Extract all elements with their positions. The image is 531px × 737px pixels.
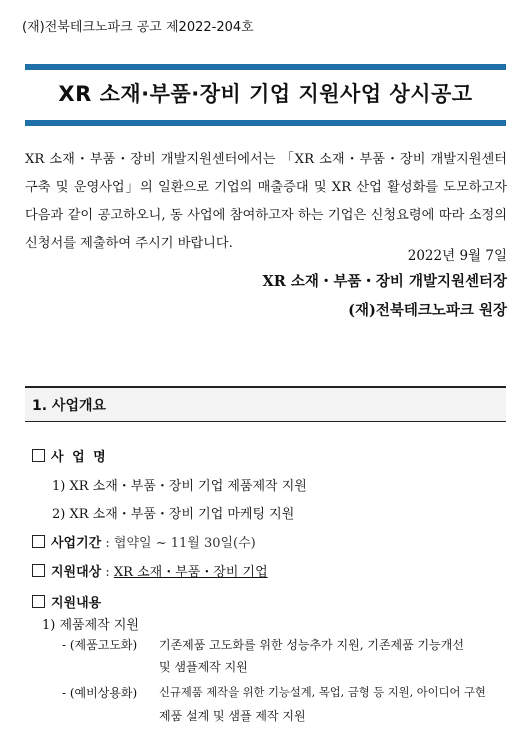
notice-date: 2022년 9월 7일 — [407, 248, 507, 264]
business-item: 2) XR 소재・부품・장비 기업 마케팅 지원 — [52, 507, 295, 522]
content-item-cont: 제품 설계 및 샘플 제작 지원 — [159, 709, 306, 723]
business-item: 1) XR 소재・부품・장비 기업 제품제작 지원 — [52, 479, 307, 494]
target-row — [32, 561, 268, 580]
checkbox-square-icon — [32, 564, 45, 577]
content-sub-heading: 1) 제품제작 지원 — [42, 618, 139, 633]
business-name-label: 사 업 명 — [51, 450, 108, 465]
content-item-cont: 및 샘플제작 지원 — [159, 660, 248, 674]
period-row — [32, 532, 256, 551]
intro-paragraph: XR 소재・부품・장비 개발지원센터에서는 「XR 소재・부품・장비 개발지원센터 구축 및 운영사업」의 일환으로 기업의 매출증대 및 XR 산업 활성화를 도모하고자 다음과 같이 공고하오니, 동 사업에 참여하고자 하는 기업은 신청요령에 따라 소정의 신청서를 제출하여 주시기 바랍니다. — [25, 152, 507, 251]
content-item-bullet: - (예비상용화) — [62, 686, 138, 700]
target-value: XR 소재・부품・장비 기업 — [113, 565, 268, 580]
content-row — [32, 592, 101, 611]
issuer-organization: (재)전북테크노파크 원장 — [348, 302, 507, 319]
title-bottom-rule — [25, 120, 506, 126]
period-label: 사업기간 — [51, 536, 102, 551]
page-title: XR 소재·부품·장비 기업 지원사업 상시공고 — [58, 82, 473, 106]
content-item-bullet: - (제품고도화) — [62, 638, 138, 652]
issuer-center: XR 소재・부품・장비 개발지원센터장 — [262, 273, 507, 290]
section-title: 1. 사업개요 — [32, 398, 107, 414]
content-item-text: 신규제품 제작을 위한 기능설계, 목업, 금형 등 지원, 아이디어 구현 — [159, 686, 486, 699]
checkbox-square-icon — [32, 535, 45, 548]
checkbox-square-icon — [32, 449, 45, 462]
business-name-row — [32, 446, 108, 465]
target-label: 지원대상 — [51, 565, 102, 580]
target-separator: : — [105, 565, 110, 580]
period-value: : 협약일 ~ 11월 30일(수) — [105, 536, 256, 551]
content-label: 지원내용 — [51, 596, 102, 611]
content-item-text: 기존제품 고도화를 위한 성능추가 지원, 기존제품 기능개선 — [159, 638, 464, 652]
title-top-rule — [25, 64, 506, 70]
checkbox-square-icon — [32, 595, 45, 608]
notice-number: (재)전북테크노파크 공고 제2022-204호 — [22, 20, 254, 35]
